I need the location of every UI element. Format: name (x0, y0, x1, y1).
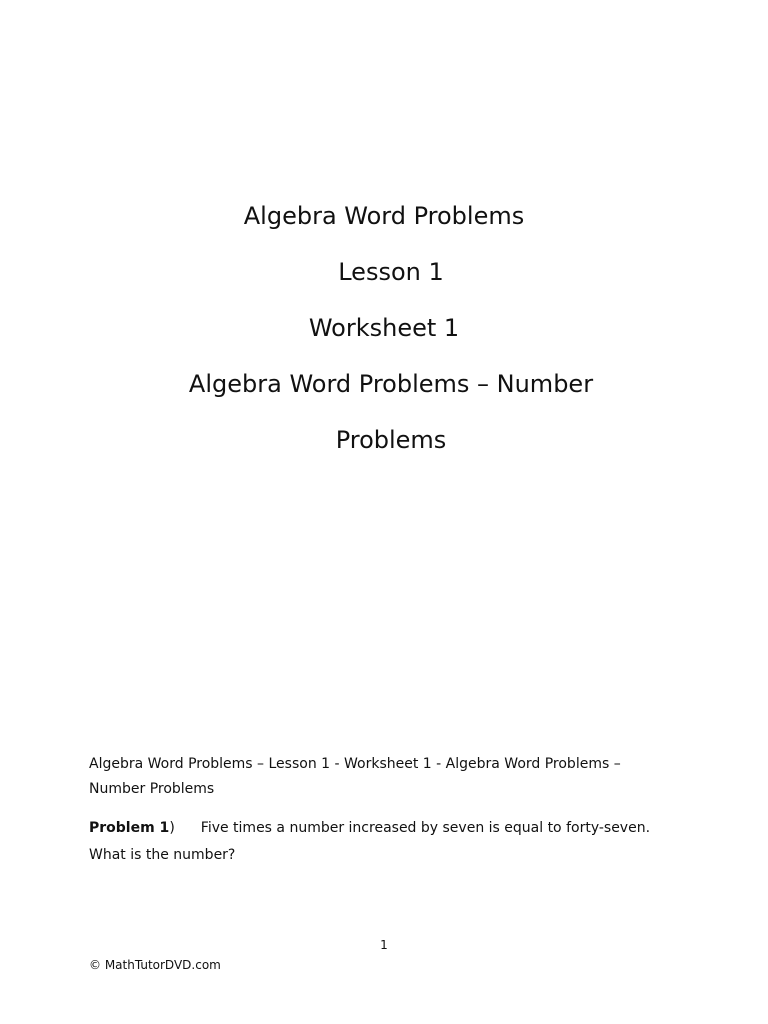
title-line-1: Algebra Word Problems (243, 202, 525, 230)
page-number: 1 (380, 938, 388, 952)
title-line-5: Problems (335, 426, 447, 454)
footer-copyright: © MathTutorDVD.com (89, 958, 221, 972)
title-line-3: Worksheet 1 (308, 314, 460, 342)
summary-heading (89, 752, 689, 802)
summary-line-1: Algebra Word Problems – Lesson 1 - Worksheet 1 - Algebra Word Problems – (89, 756, 621, 772)
title-line-4: Algebra Word Problems – Number (188, 370, 594, 398)
summary-line-2: Number Problems (89, 781, 215, 797)
problem-1-text-line-2: What is the number? (89, 847, 236, 863)
title-block (0, 188, 768, 468)
problem-1-paren: ) (169, 820, 175, 836)
problem-1-label: Problem 1 (89, 820, 170, 836)
problem-1-text-line-1: Five times a number increased by seven is equal to forty-seven. (200, 820, 651, 836)
problem-1-first-line (89, 815, 689, 842)
title-line-2: Lesson 1 (338, 258, 444, 286)
problem-1 (89, 815, 689, 869)
